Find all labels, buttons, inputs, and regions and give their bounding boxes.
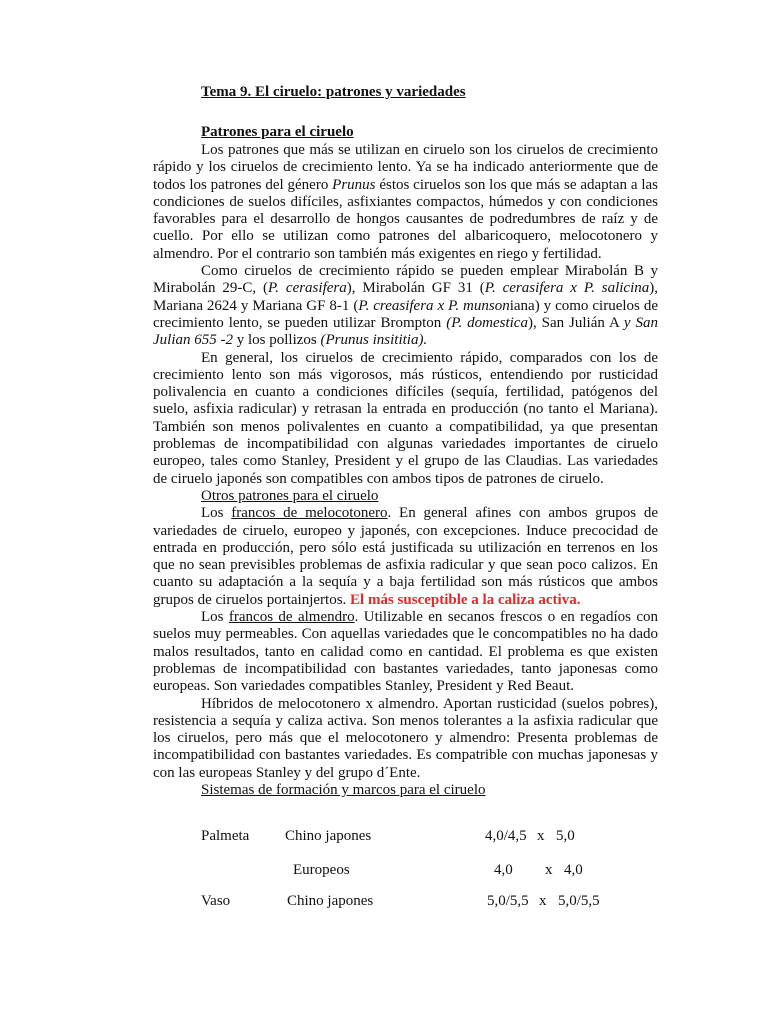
highlight-warning: El más susceptible a la caliza activa. [350, 591, 581, 608]
document-page: Tema 9. El ciruelo: patrones y variedades Patrones para el ciruelo Los patrones que más se utilizan en ciruelo son los ciruelos de crecimiento rápido y los ciruelos de crecimiento lento. Ya se ha indicado anteriormente que de todos los patrones del género Prunus éstos ciruelos son los que más se adaptan a las condiciones de suelos difíciles, asfixiantes compactos, húmedos y con condiciones favorables para el desarrollo de hongos causantes de podredumbres de raíz y de cuello. Por ello se utilizan como patrones del albaricoquero, melocotonero y almendro. Por el contrario son también más exigentes en riego y fertilidad. Como ciruelos de crecimiento rápido se pueden emplear Mirabolán B y Mirabolán 29-C, (P. cerasifera), Mirabolán GF 31 (P. cerasifera x P. salicina), Mariana 2624 y Mariana GF 8-1 (P. creasifera x P. munsoniana) y como ciruelos de crecimiento lento, se pueden utilizar Brompton (P. domestica), San Julián A y San Julian 655 -2 y los pollizos (Prunus insititia). En general, los ciruelos de crecimiento rápido, comparados con los de crecimiento lento son más vigorosos, más rústicos, entendiendo por rusticidad polivalencia en cuanto a condiciones difíciles (sequía, fertilidad, patógenos del suelo, asfixia radicular) y retrasan la entrada en producción (no tanto el Mariana). También son menos polivalentes en cuanto a compatibilidad, ya que presentan problemas de incompatibilidad con algunas variedades importantes de ciruelo europeo, tales como Stanley, President y el grupo de las Claudias. Las variedades de ciruelo japonés son compatibles con ambos tipos de patrones de ciruelo. Otros patrones para el ciruelo Los francos de melocotonero. En general afines con ambos grupos de variedades de ciruelo, europeo y japonés, con excepciones. Induce precocidad de entrada en producción, pero sólo está justificada su utilización en terrenos en los que no sean previsibles problemas de asfixia radicular y que sean poco calizos. En cuanto su adaptación a la sequía y a baja fertilidad son más rústicos que ambos grupos de ciruelos portainjertos. El más susceptible a la caliza activa. Los francos de almendro. Utilizable en secanos frescos o en regadíos con suelos muy permeables. Con aquellas variedades que le concompatibles no ha dado malos resultados, tanto en calidad como en cantidad. El problema es que existen problemas de incompatibilidad con bastantes variedades, tanto japonesas como europeas. Son variedades compatibles Stanley, President y Red Beaut. Híbridos de melocotonero x almendro. Aportan rusticidad (suelos pobres), resistencia a sequía y caliza activa. Son menos tolerantes a la asfixia radicular que los ciruelos, pero más que el melocotonero y almendro: Presenta problemas de incompatibilidad con bastantes variedades. Es compatrible con muchas japonesas y con las europeas Stanley y del grupo d´Ente. Sistemas de formación y marcos para el ciruelo Palmeta Chino japones 4,0/4,5 x 5,0 Europeos 4,0 x 4,0 Vaso Chino japones 5,0/5,5 x 5,0/5,5 [153, 84, 658, 909]
paragraph-5: Los francos de almendro. Utilizable en secanos frescos o en regadíos con suelos muy permeables. Con aquellas variedades que le concompatibles no ha dado malos resultados, tanto en calidad como en cantidad. El problema es que existen problemas de incompatibilidad con bastantes variedades, tanto japonesas como europeas. Son variedades compatibles Stanley, President y Red Beaut. [153, 609, 658, 695]
document-title: Tema 9. El ciruelo: patrones y variedades [201, 84, 466, 100]
paragraph-3: En general, los ciruelos de crecimiento rápido, comparados con los de crecimiento lento son más vigorosos, más rústicos, entendiendo por rusticidad polivalencia en cuanto a condiciones difíciles (sequía, fertilidad, patógenos del suelo, asfixia radicular) y retrasan la entrada en producción (no tanto el Mariana). También son menos polivalentes en cuanto a compatibilidad, ya que presentan problemas de incompatibilidad con algunas variedades importantes de ciruelo europeo, tales como Stanley, President y el grupo de las Claudias. Las variedades de ciruelo japonés son compatibles con ambos tipos de patrones de ciruelo. [153, 349, 658, 487]
section-title-patrones: Patrones para el ciruelo [201, 124, 354, 140]
paragraph-4: Los francos de melocotonero. En general afines con ambos grupos de variedades de ciruelo, europeo y japonés, con excepciones. Induce precocidad de entrada en producción, pero sólo está justificada su utilización en terrenos en los que no sean previsibles problemas de asfixia radicular y que sean poco calizos. En cuanto su adaptación a la sequía y a baja fertilidad son más rústicos que ambos grupos de ciruelos portainjertos. El más susceptible a la caliza activa. [153, 505, 658, 608]
body-text [153, 142, 658, 799]
paragraph-1: Los patrones que más se utilizan en ciruelo son los ciruelos de crecimiento rápido y los ciruelos de crecimiento lento. Ya se ha indicado anteriormente que de todos los patrones del género Prunus éstos ciruelos son los que más se adaptan a las condiciones de suelos difíciles, asfixiantes compactos, húmedos y con condiciones favorables para el desarrollo de hongos causantes de podredumbres de raíz y de cuello. Por ello se utilizan como patrones del albaricoquero, melocotonero y almendro. Por el contrario son también más exigentes en riego y fertilidad. [153, 142, 658, 262]
paragraph-6: Híbridos de melocotonero x almendro. Aportan rusticidad (suelos pobres), resistencia a sequía y caliza activa. Son menos tolerantes a la asfixia radicular que los ciruelos, pero más que el melocotonero y almendro: Presenta problemas de incompatibilidad con bastantes variedades. Es compatrible con muchas japonesas y con las europeas Stanley y del grupo d´Ente. [153, 695, 658, 781]
paragraph-2: Como ciruelos de crecimiento rápido se pueden emplear Mirabolán B y Mirabolán 29-C, (P. cerasifera), Mirabolán GF 31 (P. cerasifera x P. salicina), Mariana 2624 y Mariana GF 8-1 (P. creasifera x P. munsoniana) y como ciruelos de crecimiento lento, se pueden utilizar Brompton (P. domestica), San Julián A y San Julian 655 -2 y los pollizos (Prunus insititia). [153, 263, 658, 349]
section-title-sistemas: Sistemas de formación y marcos para el ciruelo [201, 781, 486, 798]
section-title-otros-patrones: Otros patrones para el ciruelo [201, 487, 379, 504]
